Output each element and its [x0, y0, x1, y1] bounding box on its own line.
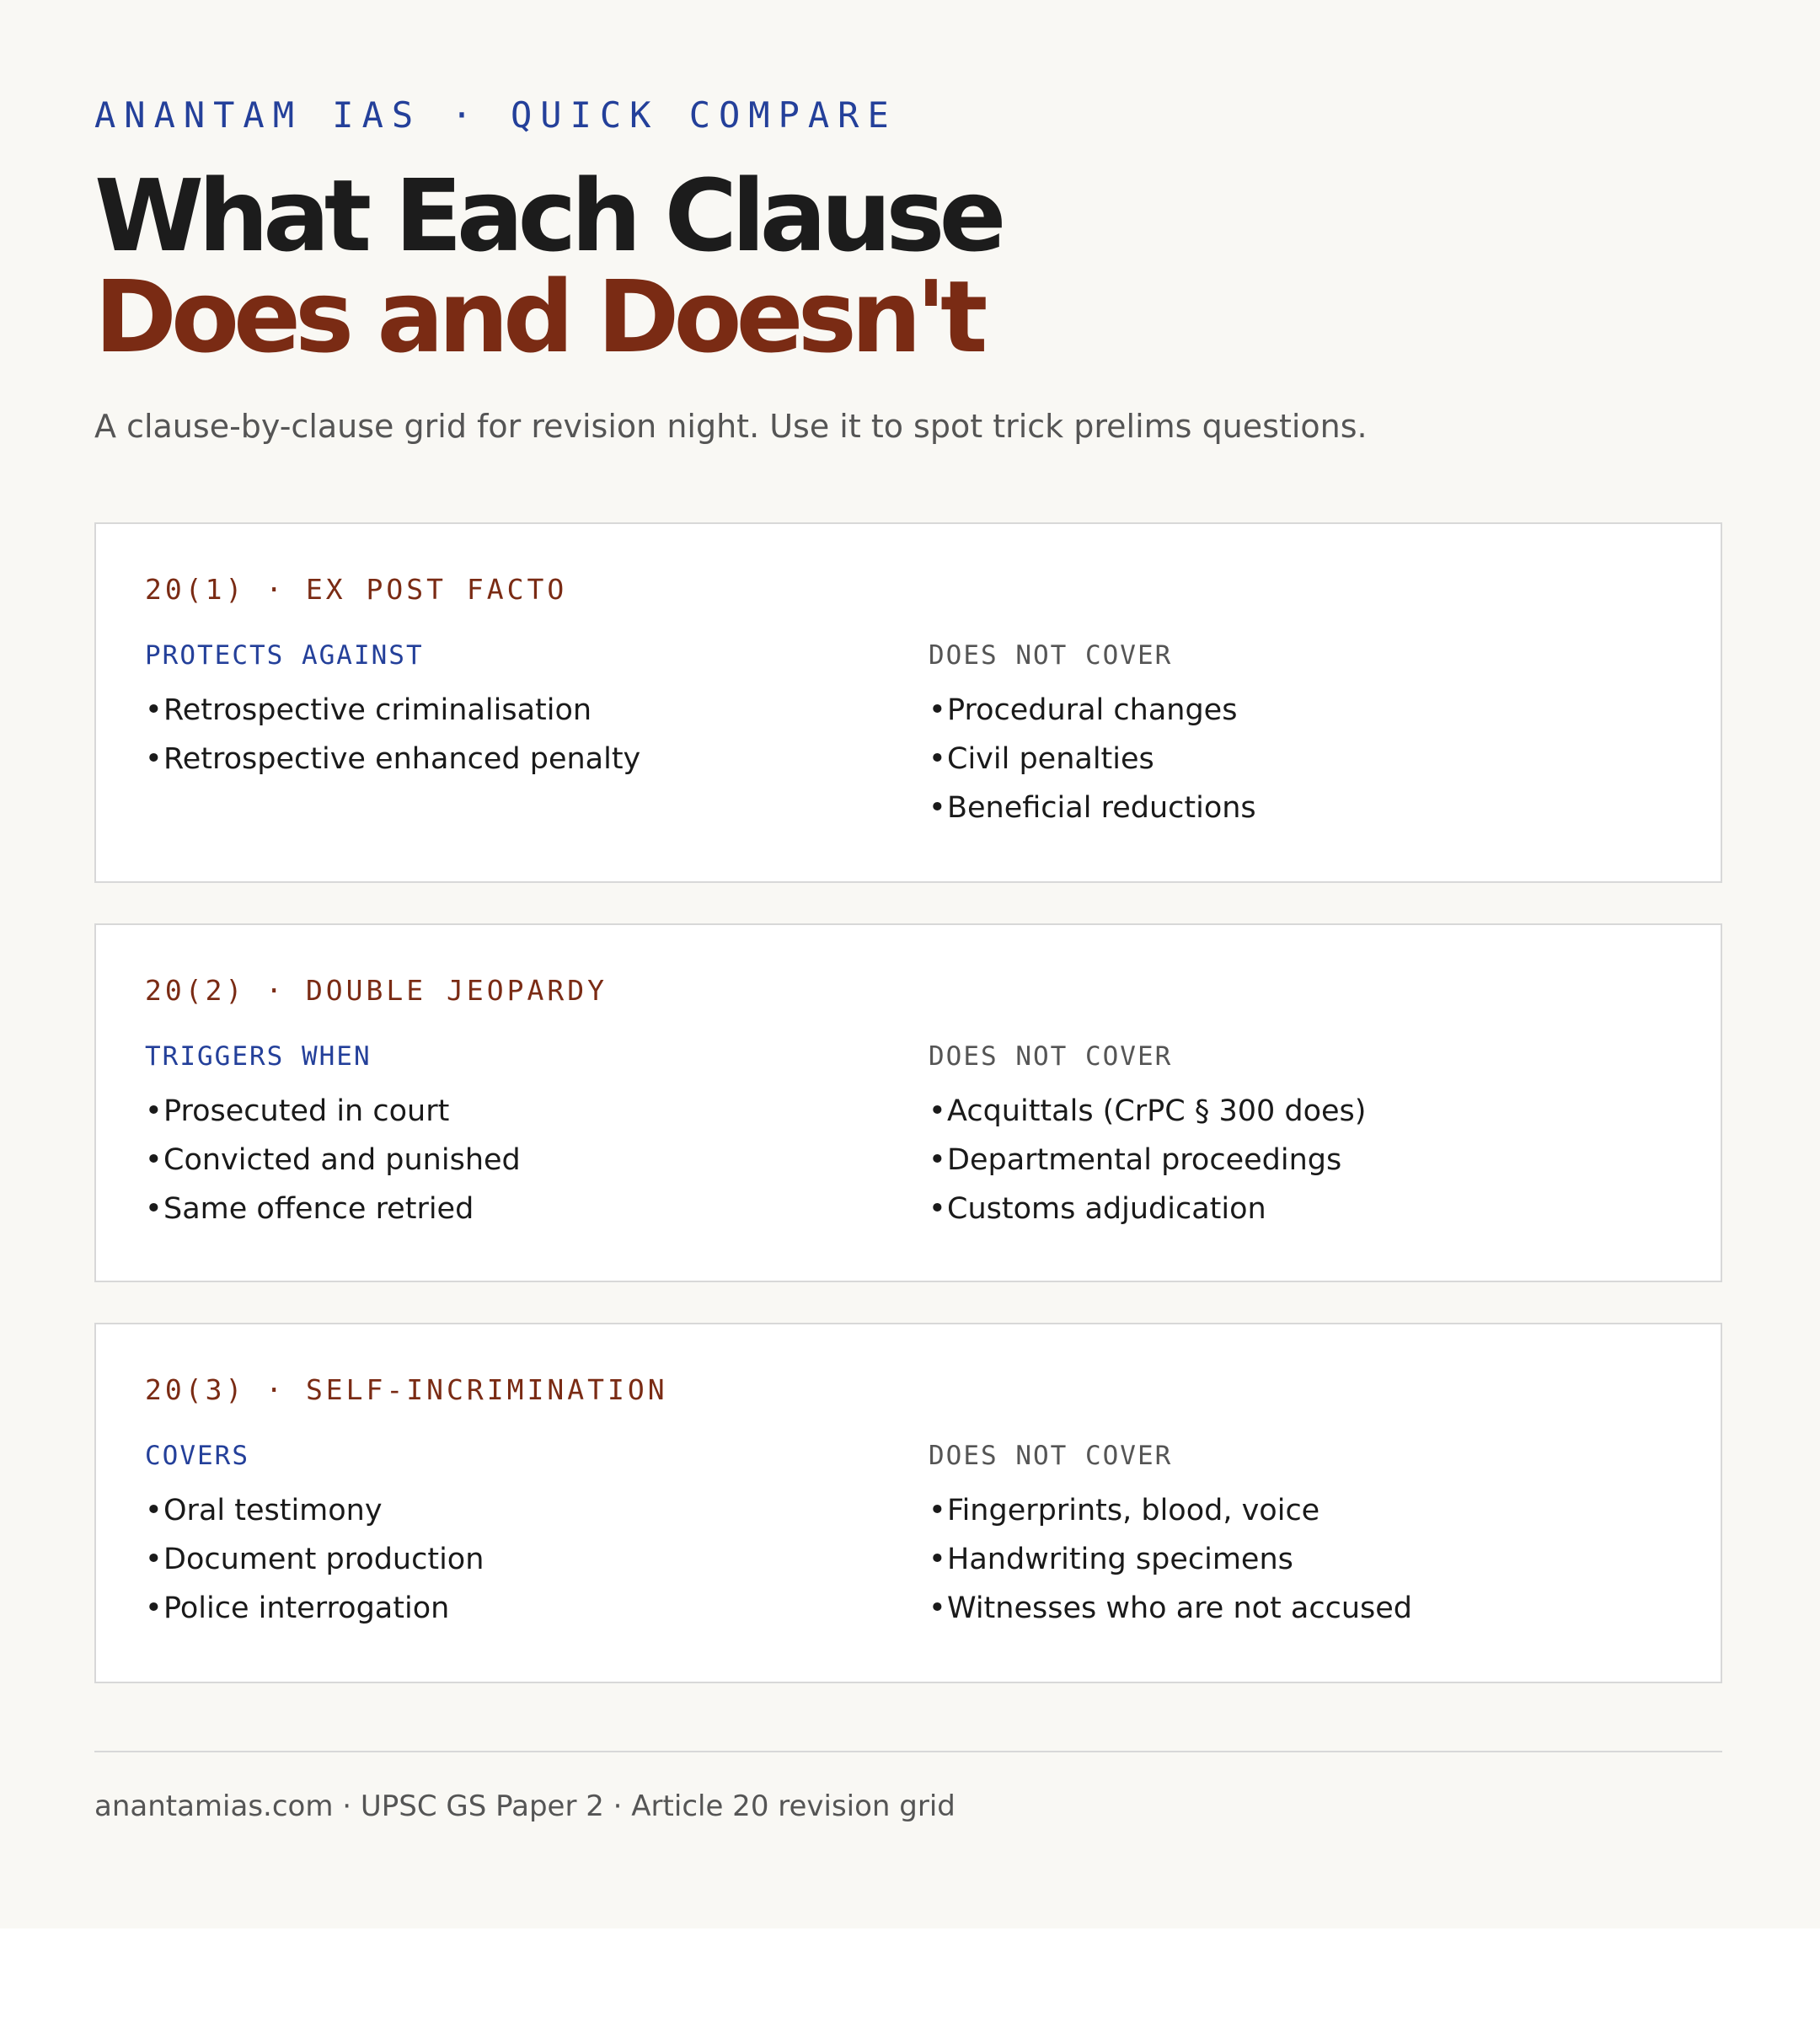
page-subtitle: A clause-by-clause grid for revision night. Use it to spot trick prelims questions.	[94, 408, 1368, 445]
list-item: •Fingerprints, blood, voice	[929, 1494, 1320, 1527]
column-label: DOES NOT COVER	[929, 1041, 1173, 1072]
list-item: •Witnesses who are not accused	[929, 1591, 1412, 1625]
list-item: •Document production	[145, 1543, 484, 1576]
clause-card-20-3	[94, 1323, 1722, 1683]
not-covered-column	[929, 1041, 1366, 1233]
column-label: TRIGGERS WHEN	[145, 1041, 372, 1072]
column-label: COVERS	[145, 1441, 249, 1471]
list-item: •Prosecuted in court	[145, 1094, 450, 1128]
page-title	[94, 158, 1001, 375]
list-item: •Acquittals (CrPC § 300 does)	[929, 1094, 1367, 1128]
title-line-1: What Each Clause	[94, 158, 1001, 274]
clause-card-20-2	[94, 923, 1722, 1282]
triggers-column	[145, 1041, 521, 1233]
list-item: •Retrospective criminalisation	[145, 693, 592, 727]
card-heading: 20(2) · DOUBLE JEOPARDY	[145, 974, 608, 1007]
list-item: •Retrospective enhanced penalty	[145, 742, 641, 776]
list-item: •Convicted and punished	[145, 1143, 521, 1177]
not-covered-column	[929, 640, 1256, 832]
list-item: •Police interrogation	[145, 1591, 450, 1625]
card-heading: 20(1) · EX POST FACTO	[145, 573, 568, 606]
title-line-2: Does and Doesn't	[94, 259, 982, 375]
column-label: DOES NOT COVER	[929, 640, 1173, 671]
list-item: •Oral testimony	[145, 1494, 383, 1527]
not-covered-column	[929, 1441, 1412, 1633]
column-label: DOES NOT COVER	[929, 1441, 1173, 1471]
list-item: •Civil penalties	[929, 742, 1154, 776]
footer-divider	[94, 1751, 1722, 1752]
list-item: •Beneficial reductions	[929, 791, 1256, 825]
clause-card-20-1	[94, 522, 1722, 883]
list-item: •Procedural changes	[929, 693, 1238, 727]
covers-column	[145, 1441, 484, 1633]
list-item: •Customs adjudication	[929, 1192, 1266, 1226]
eyebrow-label: ANANTAM IAS · QUICK COMPARE	[94, 94, 897, 136]
column-label: PROTECTS AGAINST	[145, 640, 424, 671]
protects-column	[145, 640, 640, 784]
footer-text: anantamias.com · UPSC GS Paper 2 · Article 20 revision grid	[94, 1789, 956, 1823]
card-heading: 20(3) · SELF-INCRIMINATION	[145, 1373, 668, 1406]
list-item: •Same offence retried	[145, 1192, 474, 1226]
list-item: •Handwriting specimens	[929, 1543, 1293, 1576]
list-item: •Departmental proceedings	[929, 1143, 1342, 1177]
